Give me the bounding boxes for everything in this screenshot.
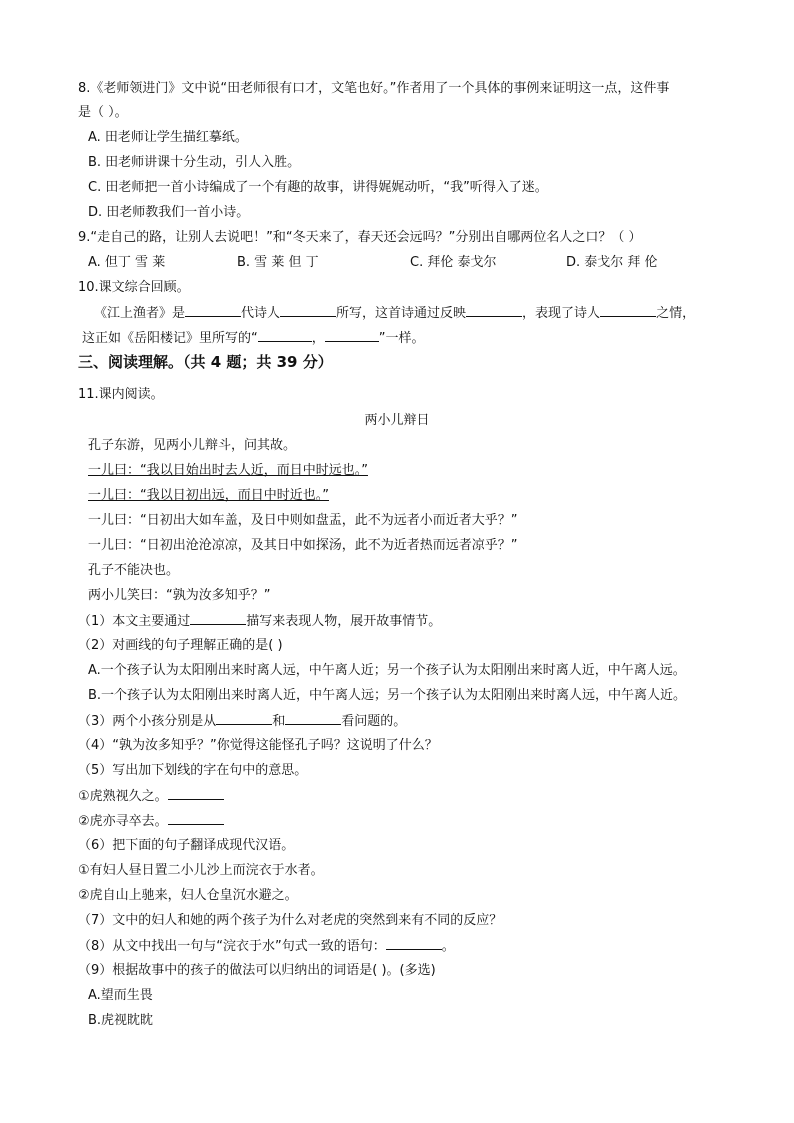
q11-sub5: （5）写出加下划线的字在句中的意思。 — [78, 763, 308, 778]
passage-line: 孔子不能决也。 — [88, 563, 180, 578]
q10-text-4: ，表现了诗人 — [522, 306, 601, 321]
q10-text-8: ”一样。 — [378, 331, 425, 346]
q11-sub8-text-b: 。 — [441, 939, 455, 954]
q11-sub5-text-1: ①虎熟视久之。 — [78, 789, 168, 804]
answer-blank[interactable] — [325, 329, 379, 342]
q11-sub6-item-1: ①有妇人昼日置二小儿沙上而浣衣于水者。 — [78, 863, 324, 878]
section-heading: 三、阅读理解。（共 4 题；共 39 分） — [78, 353, 333, 371]
answer-blank[interactable] — [216, 712, 272, 725]
q11-sub4: （4）“孰为汝多知乎？”你觉得这能怪孔子吗？这说明了什么？ — [78, 738, 438, 753]
q10-text-5: 之情， — [656, 306, 696, 321]
q11-sub2: （2）对画线的句子理解正确的是( ) — [78, 638, 283, 653]
answer-blank[interactable] — [466, 304, 522, 317]
passage-line: 一儿曰：“日初出大如车盖，及日中则如盘盂，此不为远者小而近者大乎？” — [88, 513, 518, 528]
q11-sub9-option-a: A.望而生畏 — [88, 988, 153, 1003]
q11-sub9-option-b: B.虎视眈眈 — [88, 1013, 154, 1028]
q11-sub7: （7）文中的妇人和她的两个孩子为什么对老虎的突然到来有不同的反应？ — [78, 913, 503, 928]
q11-sub3-text-b: 和 — [272, 714, 286, 729]
q11-sub2-option-a: A.一个孩子认为太阳刚出来时离人远，中午离人近；另一个孩子认为太阳刚出来时离人近，中午离人远。 — [88, 663, 686, 678]
answer-blank[interactable] — [280, 304, 336, 317]
q8-stem-line2: 是（ ）。 — [78, 105, 128, 120]
q10-text-7: ， — [311, 331, 325, 346]
q11-sub8-text-a: （8）从文中找出一句与“浣衣于水”句式一致的语句： — [78, 939, 386, 954]
q11-sub5-item-1 — [78, 787, 794, 806]
q10-line2 — [82, 329, 794, 348]
passage-title: 两小儿辩日 — [364, 413, 430, 428]
q10-stem: 10.课文综合回顾。 — [78, 280, 190, 295]
q11-sub3-text-c: 看问题的。 — [341, 714, 407, 729]
passage-line: 孔子东游，见两小儿辩斗，问其故。 — [88, 438, 297, 453]
q8-option-a: A. 田老师让学生描红摹纸。 — [88, 130, 248, 145]
q11-sub5-text-2: ②虎亦寻卒去。 — [78, 814, 168, 829]
q11-sub6: （6）把下面的句子翻译成现代汉语。 — [78, 838, 295, 853]
q11-sub9: （9）根据故事中的孩子的做法可以归纳出的词语是( )。(多选) — [78, 963, 436, 978]
q11-stem: 11.课内阅读。 — [78, 387, 164, 402]
q9-stem: 9.“走自己的路，让别人去说吧！”和“冬天来了，春天还会远吗？”分别出自哪两位名人之口？（ ） — [78, 230, 642, 245]
q11-sub1 — [78, 612, 794, 631]
answer-blank[interactable] — [285, 712, 341, 725]
answer-blank[interactable] — [168, 787, 224, 800]
q9-option-d: D. 泰戈尔 拜 伦 — [566, 255, 658, 270]
q11-sub1-text-b: 描写来表现人物，展开故事情节。 — [246, 614, 442, 629]
q10-text-1: 《江上渔者》是 — [94, 306, 186, 321]
q10-line1 — [94, 304, 794, 323]
answer-blank[interactable] — [168, 812, 224, 825]
q11-sub3-text-a: （3）两个小孩分别是从 — [78, 714, 217, 729]
q11-sub8 — [78, 937, 794, 956]
q8-option-d: D. 田老师教我们一首小诗。 — [88, 205, 250, 220]
q9-option-a: A. 但丁 雪 莱 — [88, 255, 166, 270]
answer-blank[interactable] — [600, 304, 656, 317]
q11-sub3 — [78, 712, 794, 731]
answer-blank[interactable] — [386, 937, 442, 950]
passage-line: 一儿曰：“日初出沧沧凉凉，及其日中如探汤，此不为近者热而远者凉乎？” — [88, 538, 518, 553]
q11-sub1-text-a: （1）本文主要通过 — [78, 614, 191, 629]
answer-blank[interactable] — [190, 612, 246, 625]
q10-text-6: 这正如《岳阳楼记》里所写的“ — [82, 331, 258, 346]
answer-blank[interactable] — [185, 304, 241, 317]
q8-option-c: C. 田老师把一首小诗编成了一个有趣的故事，讲得娓娓动听，“我”听得入了迷。 — [88, 180, 548, 195]
q8-stem-line1: 8.《老师领进门》文中说“田老师很有口才，文笔也好。”作者用了一个具体的事例来证明这一点，这件事 — [78, 81, 670, 96]
q10-text-3: 所写，这首诗通过反映 — [336, 306, 467, 321]
passage-line: 两小儿笑曰：“孰为汝多知乎？” — [88, 588, 271, 603]
q11-sub5-item-2 — [78, 812, 794, 831]
q9-option-b: B. 雪 莱 但 丁 — [237, 255, 319, 270]
q10-text-2: 代诗人 — [241, 306, 281, 321]
passage-line-underlined: 一儿曰：“我以日始出时去人近，而日中时远也。” — [88, 463, 368, 478]
q8-option-b: B. 田老师讲课十分生动，引人入胜。 — [88, 155, 301, 170]
q11-sub6-item-2: ②虎自山上驰来，妇人仓皇沉水避之。 — [78, 888, 298, 903]
q9-option-c: C. 拜伦 泰戈尔 — [410, 255, 497, 270]
q11-sub2-option-b: B.一个孩子认为太阳刚出来时离人近，中午离人远；另一个孩子认为太阳刚出来时离人远，中午离人近。 — [88, 688, 687, 703]
answer-blank[interactable] — [258, 329, 312, 342]
passage-line-underlined: 一儿曰：“我以日初出远，而日中时近也。” — [88, 488, 329, 503]
